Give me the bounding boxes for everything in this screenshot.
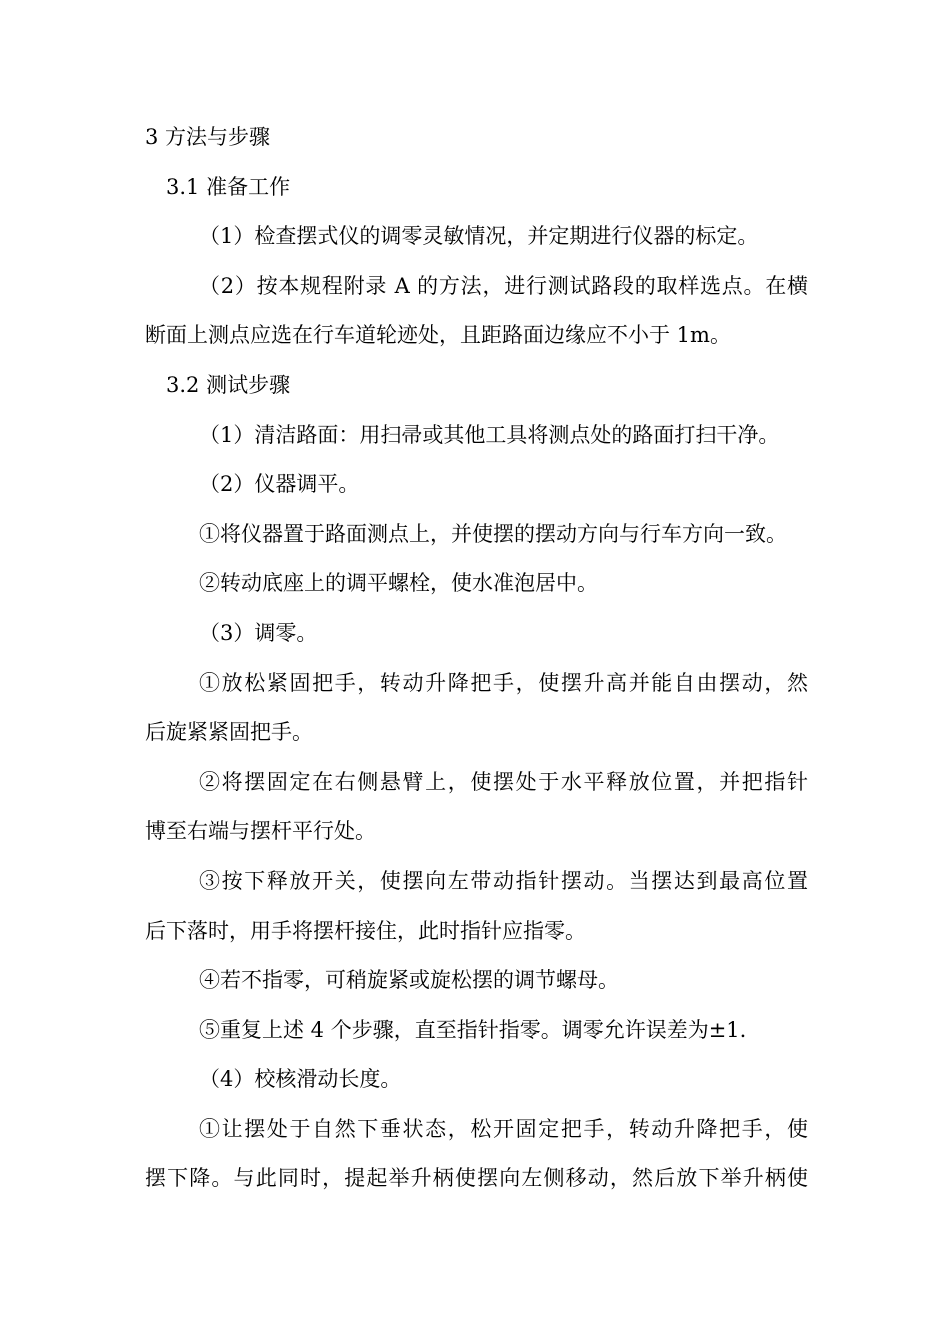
- subsection-heading-3-2: 3.2 测试步骤: [166, 372, 291, 397]
- paragraph-line: ③按下释放开关，使摆向左带动指针摆动。当摆达到最高位置: [199, 868, 808, 893]
- paragraph-line: 断面上测点应选在行车道轮迹处，且距路面边缘应不小于 1m。: [145, 323, 731, 348]
- paragraph-line: ②将摆固定在右侧悬臂上，使摆处于水平释放位置，并把指针: [199, 769, 808, 794]
- paragraph-line: ①将仪器置于路面测点上，并使摆的摆动方向与行车方向一致。: [199, 521, 787, 546]
- paragraph-line: ①让摆处于自然下垂状态，松开固定把手，转动升降把手，使: [199, 1116, 808, 1141]
- paragraph-line: （2）按本规程附录 A 的方法，进行测试路段的取样选点。在横: [199, 273, 808, 298]
- paragraph-line: 后旋紧紧固把手。: [145, 720, 313, 745]
- subsection-heading-3-1: 3.1 准备工作: [166, 174, 291, 199]
- paragraph-line: （1）检查摆式仪的调零灵敏情况，并定期进行仪器的标定。: [199, 224, 759, 249]
- paragraph-line: ①放松紧固把手，转动升降把手，使摆升高并能自由摆动，然: [199, 670, 808, 695]
- document-body: [145, 113, 808, 1204]
- paragraph-line: 博至右端与摆杆平行处。: [145, 819, 376, 844]
- paragraph-line: ④若不指零，可稍旋紧或旋松摆的调节螺母。: [199, 968, 619, 993]
- paragraph-line: （1）清洁路面：用扫帚或其他工具将测点处的路面打扫干净。: [199, 422, 780, 447]
- section-heading-3: 3 方法与步骤: [145, 125, 271, 149]
- paragraph-line: 摆下降。与此同时，提起举升柄使摆向左侧移动，然后放下举升柄使: [145, 1166, 808, 1191]
- paragraph-line: （4）校核滑动长度。: [199, 1067, 402, 1092]
- paragraph-line: 后下落时，用手将摆杆接住，此时指针应指零。: [145, 918, 586, 943]
- paragraph-line: （2）仪器调平。: [199, 472, 360, 497]
- paragraph-line: ②转动底座上的调平螺栓，使水准泡居中。: [199, 571, 598, 596]
- paragraph-line: ⑤重复上述 4 个步骤，直至指针指零。调零允许误差为±1.: [199, 1017, 747, 1042]
- paragraph-line: （3）调零。: [199, 620, 318, 645]
